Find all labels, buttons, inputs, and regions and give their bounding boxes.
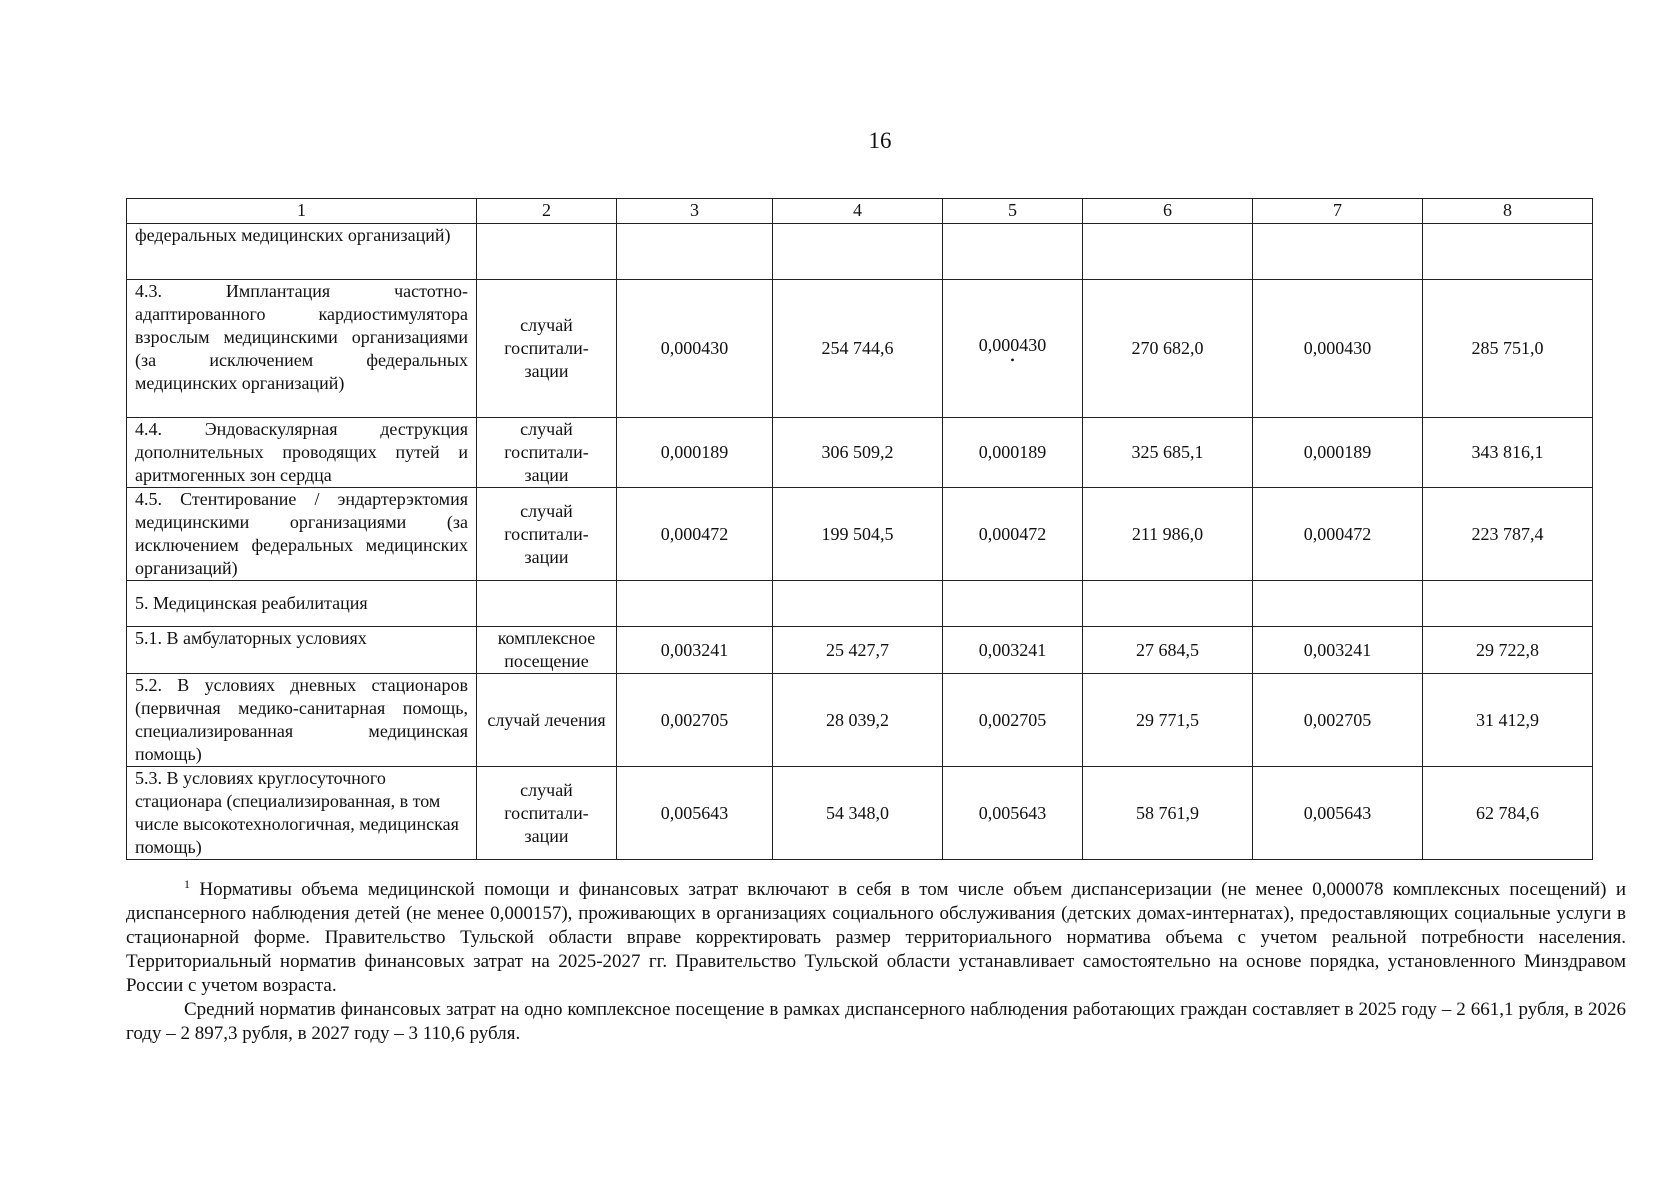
row-name: 5.3. В условиях круглосуточного стационара (специализированная, в том числе высокотехнологичная, медицинская помощь) [127, 767, 477, 860]
column-header: 4 [773, 199, 943, 224]
table-cell [943, 224, 1083, 280]
column-header: 7 [1253, 199, 1423, 224]
table-row [127, 581, 1593, 627]
table-cell: 25 427,7 [773, 627, 943, 674]
scan-mark-icon: • [1010, 353, 1015, 367]
row-unit [477, 224, 617, 280]
table-cell [943, 280, 1083, 418]
table-cell: 62 784,6 [1423, 767, 1593, 860]
row-unit: случай лечения [477, 674, 617, 767]
row-unit: случай госпитали-зации [477, 418, 617, 488]
row-name: 5.2. В условиях дневных стационаров (первичная медико-санитарная помощь, специализированная медицинская помощь) [127, 674, 477, 767]
table-cell: 0,005643 [1253, 767, 1423, 860]
table-cell: 27 684,5 [1083, 627, 1253, 674]
row-unit: случай госпитали-зации [477, 488, 617, 581]
row-unit [477, 581, 617, 627]
table-cell: 343 816,1 [1423, 418, 1593, 488]
table-cell [773, 581, 943, 627]
column-header: 1 [127, 199, 477, 224]
row-name: 5. Медицинская реабилитация [127, 581, 477, 627]
table-cell [1253, 581, 1423, 627]
table-cell: 0,000189 [943, 418, 1083, 488]
table-cell: 0,000430 [617, 280, 773, 418]
table-cell: 29 771,5 [1083, 674, 1253, 767]
table-cell [617, 224, 773, 280]
table-cell: 0,002705 [943, 674, 1083, 767]
column-header: 8 [1423, 199, 1593, 224]
row-unit: случай госпитали-зации [477, 767, 617, 860]
column-header: 5 [943, 199, 1083, 224]
table-cell: 29 722,8 [1423, 627, 1593, 674]
table-cell: 0,003241 [1253, 627, 1423, 674]
footnotes [126, 878, 1626, 1046]
table-row [127, 674, 1593, 767]
table-cell [1253, 224, 1423, 280]
table-cell: 306 509,2 [773, 418, 943, 488]
table-cell: 0,003241 [617, 627, 773, 674]
row-unit: случай госпитали-зации [477, 280, 617, 418]
table-cell: 199 504,5 [773, 488, 943, 581]
footnote-marker: 1 [184, 877, 190, 891]
table-cell [943, 581, 1083, 627]
table-cell: 28 039,2 [773, 674, 943, 767]
table-cell: 0,000472 [617, 488, 773, 581]
table-cell: 0,002705 [617, 674, 773, 767]
table-cell: 58 761,9 [1083, 767, 1253, 860]
column-header: 2 [477, 199, 617, 224]
table-cell: 0,005643 [617, 767, 773, 860]
table-cell: 325 685,1 [1083, 418, 1253, 488]
table-row [127, 418, 1593, 488]
row-name: 4.4. Эндоваскулярная деструкция дополнительных проводящих путей и аритмогенных зон сердца [127, 418, 477, 488]
table-cell: 0,005643 [943, 767, 1083, 860]
column-header: 6 [1083, 199, 1253, 224]
table-row [127, 488, 1593, 581]
table-cell: 223 787,4 [1423, 488, 1593, 581]
table-row [127, 224, 1593, 280]
footnote-1 [126, 878, 1626, 998]
table-cell: 0,000189 [617, 418, 773, 488]
table-row [127, 627, 1593, 674]
table-cell: 0,000472 [1253, 488, 1423, 581]
row-name: 4.3. Имплантация частотно-адаптированного кардиостимулятора взрослым медицинскими организациями (за исключением федеральных медицинских организаций) [127, 280, 477, 418]
table-cell: 211 986,0 [1083, 488, 1253, 581]
footnote-text: Нормативы объема медицинской помощи и финансовых затрат включают в себя в том числе объем диспансеризации (не менее 0,000078 комплексных посещений) и диспансерного наблюдения детей (не менее 0,000157), проживающих в организациях социального обслуживания (детских домах-интернатах), предоставляющих социальные услуги в стационарной форме. Правительство Тульской области вправе корректировать размер территориального норматива объема с учетом реальной потребности населения. Территориальный норматив финансовых затрат на 2025-2027 гг. Правительство Тульской области устанавливает самостоятельно на основе порядка, установленного Минздравом России с учетом возраста. [126, 879, 1626, 996]
table-cell [1083, 581, 1253, 627]
column-header: 3 [617, 199, 773, 224]
table-row [127, 767, 1593, 860]
table-cell: 0,000430 [1253, 280, 1423, 418]
row-name: федеральных медицинских организаций) [127, 224, 477, 280]
cell-value: 0,000430 [978, 335, 1047, 355]
table-cell: 270 682,0 [1083, 280, 1253, 418]
row-name: 5.1. В амбулаторных условиях [127, 627, 477, 674]
page-number: 16 [868, 128, 892, 153]
table-cell [1423, 224, 1593, 280]
table-cell: 0,000472 [943, 488, 1083, 581]
table-cell [617, 581, 773, 627]
table-cell [1423, 581, 1593, 627]
table-cell: 31 412,9 [1423, 674, 1593, 767]
table-cell: 0,000189 [1253, 418, 1423, 488]
table-cell [773, 224, 943, 280]
table-cell: 285 751,0 [1423, 280, 1593, 418]
table-row [127, 280, 1593, 418]
table-cell: 0,002705 [1253, 674, 1423, 767]
row-unit: комплексное посещение [477, 627, 617, 674]
table-cell: 254 744,6 [773, 280, 943, 418]
footnote-2: Средний норматив финансовых затрат на одно комплексное посещение в рамках диспансерного наблюдения работающих граждан составляет в 2025 году – 2 661,1 рубля, в 2026 году – 2 897,3 рубля, в 2027 году – 3 110,6 рубля. [126, 999, 1626, 1044]
table-cell: 0,003241 [943, 627, 1083, 674]
row-name: 4.5. Стентирование / эндартерэктомия медицинскими организациями (за исключением федеральных медицинских организаций) [127, 488, 477, 581]
table-cell [1083, 224, 1253, 280]
table-header-row [127, 199, 1593, 224]
table-cell: 54 348,0 [773, 767, 943, 860]
norms-table [126, 198, 1593, 860]
